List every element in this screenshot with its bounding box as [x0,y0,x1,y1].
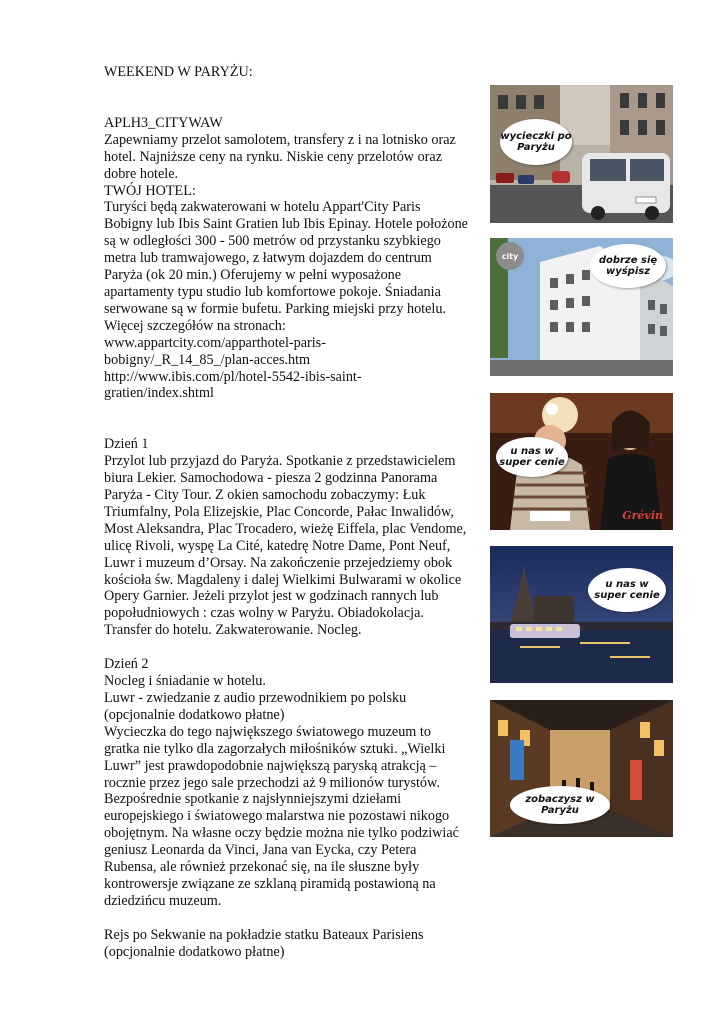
caption-bubble [496,437,568,477]
bubble-text: u nas w super cenie [499,446,565,468]
cruise-line: (opcjonalnie dodatkowo płatne) [104,943,285,960]
intro-line: dobre hotele. [104,165,179,182]
hotel-line: Paryża (ok 20 min.) Oferujemy w pełni wyposażone [104,267,402,284]
day2-line: europejskiego i światowego malarstwa nie pozostawi nikogo [104,808,450,825]
intro-line: hotel. Najniższe ceny na rynku. Niskie ceny przelotów oraz [104,148,443,165]
day2-line: (opcjonalnie dodatkowo płatne) [104,706,285,723]
photo-seine-night [490,546,673,683]
day1-line: Luwr i muzeum d’Orsay. Na zakończenie przejedziemy obok [104,554,453,571]
day1-line: Triumfalny, Pola Elizejskie, Plac Concorde, Pałac Inwalidów, [104,503,454,520]
day1-line: Przylot lub przyjazd do Paryża. Spotkanie z przedstawicielem [104,453,456,470]
bubble-text: wycieczki po Paryżu [500,131,572,153]
seine-night-illustration [490,546,673,683]
caption-bubble [588,568,666,612]
day1-line: Opery Garnier. Jeżeli przylot jest w godzinach rannych lub [104,588,439,605]
photo-street-van [490,85,673,223]
day1-line: Most Aleksandra, Plac Trocadero, wieżę Eiffela, plac Vendome, [104,520,467,537]
day2-line: Luwr” jest prawdopodobnie największą paryską atrakcją – [104,757,437,774]
day1-line: kościoła św. Magdaleny i dalej Wielkimi Bulwarami w okolice [104,571,462,588]
document-body [104,64,486,961]
hotel-link[interactable]: http://www.ibis.com/pl/hotel-5542-ibis-saint- [104,368,362,385]
city-logo [496,242,524,270]
hotel-line: serwowane są w formie bufetu. Parking miejski przy hotelu. [104,300,446,317]
day1-line: biura Lekier. Samochodowa - piesza 2 godzinna Panorama [104,470,438,487]
logo-text: Grévin [622,509,663,522]
photo-night-street [490,700,673,837]
hotel-link[interactable]: gratien/index.shtml [104,385,214,402]
day1-line: popołudniowych : czas wolny w Paryżu. Obiadokolacja. [104,605,424,622]
day2-line: geniusz Leonarda da Vinci, Jana van Eycka, czy Petera [104,842,417,859]
caption-bubble [590,244,666,288]
day1-line: Transfer do hotelu. Zakwaterowanie. Nocleg. [104,622,362,639]
hotel-line: apartamenty typu studio lub komfortowe pokoje. Śniadania [104,283,441,300]
grevin-logo [622,509,663,522]
day1-line: Paryża - City Tour. Z okien samochodu zobaczymy: Łuk [104,487,426,504]
hotel-link[interactable]: www.appartcity.com/apparthotel-paris- [104,334,326,351]
day2-line: Luwr - zwiedzanie z audio przewodnikiem po polsku [104,690,407,706]
hotel-line: Bobigny lub Ibis Saint Gratien lub Ibis Epinay. Hotele położone [104,216,468,233]
photo-hotel-building [490,238,673,376]
bubble-text: u nas w super cenie [594,579,660,601]
offer-code: APLH3_CITYWAW [104,114,223,131]
day2-line: dziedzińcu muzeum. [104,892,222,909]
day2-heading: Dzień 2 [104,656,149,673]
bubble-text: zobaczysz w Paryżu [525,794,595,816]
document-title: WEEKEND W PARYŻU: [104,64,253,80]
day2-line: rocznie przez jego sale przechodzi aż 9 milionów turystów. [104,774,440,791]
day1-heading: Dzień 1 [104,436,149,453]
photo-museum-figures [490,393,673,530]
hotel-line: Turyści będą zakwaterowani w hotelu Appart'City Paris [104,199,421,216]
cruise-line: Rejs po Sekwanie na pokładzie statku Bateaux Parisiens [104,926,424,943]
hotel-line: Więcej szczegółów na stronach: [104,317,286,334]
day1-line: ulicę Rivoli, wyspę La Cité, katedrę Notre Dame, Pont Neuf, [104,537,451,554]
caption-bubble [510,786,610,824]
logo-text: city [501,251,519,261]
hotel-line: są w odległości 300 - 500 metrów od przystanku szybkiego [104,233,441,250]
day2-line: obojętnym. Na własne oczy będzie można nie tylko podziwiać [104,825,459,842]
hotel-link[interactable]: bobigny/_R_14_85_/plan-acces.htm [104,351,311,368]
intro-line: Zapewniamy przelot samolotem, transfery z i na lotnisko oraz [104,131,456,148]
day2-line: Nocleg i śniadanie w hotelu. [104,673,266,690]
hotel-line: metra lub tramwajowego, z łatwym dojazdem do centrum [104,250,432,267]
bubble-text: dobrze się wyśpisz [598,255,658,277]
day2-line: Bezpośrednie spotkanie z najsłynniejszymi dziełami [104,791,402,808]
day2-line: kontrowersje związane ze szklaną piramidą postawioną na [104,875,436,892]
hotel-heading: TWÓJ HOTEL: [104,182,196,199]
day2-line: gratka nie tylko dla zagorzałych miłośników sztuki. „Wielki [104,740,446,757]
day2-line: Wycieczka do tego największego światowego muzeum to [104,723,431,740]
day2-line: Rubensa, ale również przekonać się, na ile słuszne były [104,859,420,876]
caption-bubble [500,119,572,165]
